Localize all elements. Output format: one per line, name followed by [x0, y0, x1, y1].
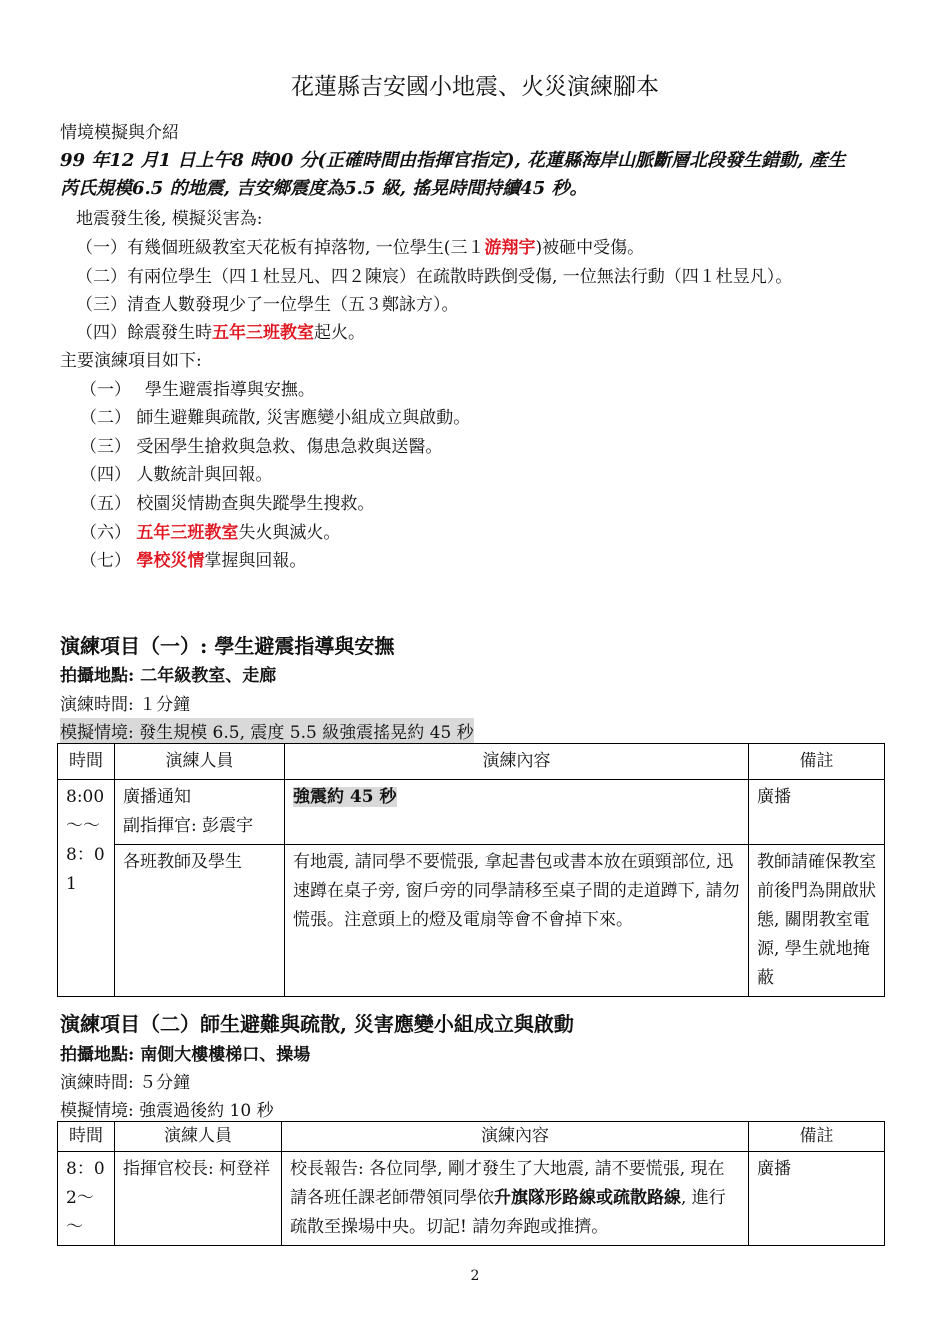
people-deputy-commander: 副指揮官: 彭震宇: [123, 816, 254, 836]
main-item-7-suffix: 掌握與回報。: [204, 551, 307, 571]
main-item-6-suffix: 失火與滅火。: [238, 523, 341, 543]
disaster-item-4: [76, 318, 365, 343]
content-cell: 有地震, 請同學不要慌張, 拿起書包或書本放在頭頸部位, 迅速蹲在桌子旁, 窗戶旁的同學請移至桌子間的走道蹲下, 請勿慌張。注意頭上的燈及電扇等會不會掉下來。: [285, 845, 749, 997]
people-broadcast: 廣播通知: [123, 787, 191, 807]
header-time: 時間: [58, 1122, 115, 1152]
people-cell: [115, 780, 285, 845]
main-item-2: （二） 師生避難與疏散, 災害應變小組成立與啟動。: [80, 408, 471, 428]
disaster-1-text-b: )被砸中受傷。: [535, 238, 645, 258]
main-item-4: （四） 人數統計與回報。: [80, 465, 273, 485]
disaster-4-text-b: 起火。: [314, 323, 365, 343]
document-title: 花蓮縣吉安國小地震、火災演練腳本: [291, 74, 659, 100]
disaster-item-1: [76, 233, 644, 258]
header-people: 演練人員: [115, 744, 285, 780]
disaster-item-3: （三）清查人數發現少了一位學生（五３鄭詠方）。: [76, 295, 459, 315]
table-header-row: [58, 1122, 885, 1152]
main-item-3: （三） 受困學生搶救與急救、傷患急救與送醫。: [80, 437, 443, 457]
table-row: [58, 780, 885, 845]
main-item-7-prefix: （七）: [80, 551, 137, 571]
table-header-row: [58, 744, 885, 780]
page-number: 2: [470, 1268, 480, 1284]
content-route-bold: 升旗隊形路線或疏散路線: [494, 1188, 681, 1208]
section-2-location: 拍攝地點: 南側大樓樓梯口、操場: [60, 1045, 311, 1065]
section-2-table: [57, 1121, 885, 1246]
main-item-5: （五） 校園災情勘查與失蹤學生搜救。: [80, 494, 375, 514]
time-cell: 8:00～～8：01: [58, 780, 115, 997]
note-cell: 廣播: [749, 1152, 885, 1246]
content-cell: [285, 780, 749, 845]
content-strong-quake: 強震約 45 秒: [293, 787, 397, 807]
people-cell: 各班教師及學生: [115, 845, 285, 997]
section-1-heading: 演練項目（一）: 學生避震指導與安撫: [60, 634, 395, 658]
note-cell: 廣播: [749, 780, 885, 845]
section-1-duration: 演練時間: １分鐘: [60, 695, 191, 715]
scenario-line-2: 芮氏規模6.5 的地震, 吉安鄉震度為5.5 級, 搖晃時間持續45 秒。: [60, 178, 588, 199]
time-cell: 8：02～～: [58, 1152, 115, 1246]
header-content: 演練內容: [285, 744, 749, 780]
content-cell: [282, 1152, 749, 1246]
header-note: 備註: [749, 744, 885, 780]
intro-heading: 情境模擬與介紹: [60, 123, 179, 143]
after-quake-text: 地震發生後, 模擬災害為:: [76, 209, 263, 229]
disaster-4-classroom: 五年三班教室: [212, 323, 314, 343]
section-2-situation: 模擬情境: 強震過後約 10 秒: [60, 1101, 274, 1121]
main-item-7-highlight: 學校災情: [136, 551, 205, 571]
header-note: 備註: [749, 1122, 885, 1152]
main-item-6: [80, 518, 340, 543]
header-time: 時間: [58, 744, 115, 780]
section-1-table: [57, 743, 885, 997]
main-item-6-prefix: （六）: [80, 523, 137, 543]
disaster-1-student-name: 游翔宇: [484, 238, 536, 258]
section-1-location: 拍攝地點: 二年級教室、走廊: [60, 666, 277, 686]
section-1-situation: 模擬情境: 發生規模 6.5, 震度 5.5 級強震搖晃約 45 秒: [60, 718, 474, 743]
main-items-heading: 主要演練項目如下:: [60, 351, 202, 371]
main-item-1: （一） 學生避震指導與安撫。: [80, 380, 315, 400]
table-row: [58, 1152, 885, 1246]
disaster-item-2: （二）有兩位學生（四１杜昱凡、四２陳宸）在疏散時跌倒受傷, 一位無法行動（四１杜昱凡）。: [76, 267, 793, 287]
disaster-1-text-a: （一）有幾個班級教室天花板有掉落物, 一位學生(三１: [76, 238, 485, 258]
table-row: [58, 845, 885, 997]
header-content: 演練內容: [282, 1122, 749, 1152]
section-2-heading: 演練項目（二）師生避難與疏散, 災害應變小組成立與啟動: [60, 1012, 574, 1036]
scenario-line-1: 99 年12 月1 日上午8 時00 分(正確時間由指揮官指定), 花蓮縣海岸山脈斷層北段發生錯動, 產生: [60, 150, 846, 171]
note-cell: 教師請確保教室前後門為開啟狀態, 關閉教室電源, 學生就地掩蔽: [749, 845, 885, 997]
content-text-b: , 進行疏散至操場中央。切記! 請勿奔跑或推擠。: [290, 1188, 726, 1237]
header-people: 演練人員: [115, 1122, 282, 1152]
main-item-7: [80, 546, 306, 571]
section-2-duration: 演練時間: ５分鐘: [60, 1073, 191, 1093]
content-text-a: 校長報告: 各位同學, 剛才發生了大地震, 請不要慌張, 現在請各班任課老師帶領同學依: [290, 1159, 725, 1208]
people-cell: 指揮官校長: 柯登祥: [115, 1152, 282, 1246]
main-item-6-classroom: 五年三班教室: [136, 523, 239, 543]
disaster-4-text-a: （四）餘震發生時: [76, 323, 212, 343]
